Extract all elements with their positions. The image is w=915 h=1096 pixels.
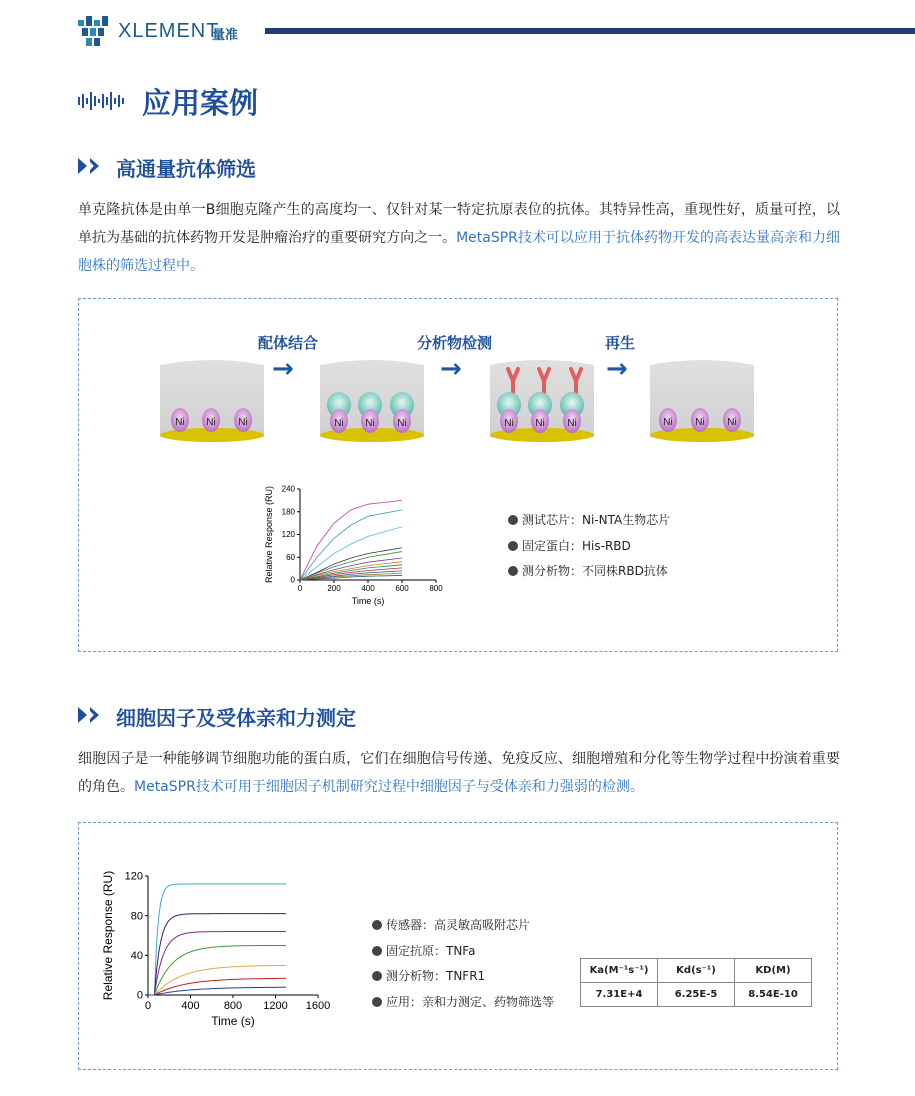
arrow-right-icon: → (606, 354, 628, 384)
bullet-icon (372, 971, 382, 981)
ni-label: Ni (206, 417, 216, 428)
header-rule (265, 28, 915, 34)
ni-label: Ni (334, 418, 344, 429)
y-tick-label: 40 (130, 950, 143, 962)
section2-legend (372, 913, 554, 1015)
logo-icon (78, 16, 108, 46)
kinetics-table (580, 958, 812, 1007)
x-axis-label: Time (s) (211, 1014, 255, 1028)
x-tick-label: 800 (429, 584, 443, 593)
table-header-cell: KD(M) (735, 959, 812, 983)
x-tick-label: 200 (327, 584, 341, 593)
waveform-icon (78, 92, 124, 110)
legend-item: 固定蛋白：His-RBD (508, 534, 670, 560)
well-3 (490, 360, 594, 442)
paragraph-highlight: MetaSPR技术可用于细胞因子机制研究过程中细胞因子与受体亲和力强弱的检测。 (134, 779, 644, 795)
double-chevron-icon (78, 707, 104, 723)
section1-legend (508, 508, 670, 585)
bullet-icon (372, 946, 382, 956)
y-tick-label: 120 (281, 530, 295, 540)
table-row (581, 983, 812, 1007)
logo-text: XLEMENT (118, 20, 220, 42)
ni-label: Ni (535, 418, 545, 429)
ni-label: Ni (175, 417, 185, 428)
bullet-icon (372, 920, 382, 930)
x-tick-label: 400 (181, 1000, 200, 1012)
x-tick-label: 400 (361, 584, 375, 593)
y-tick-label: 0 (290, 575, 295, 585)
ni-label: Ni (397, 418, 407, 429)
y-tick-label: 0 (136, 989, 143, 1002)
bullet-icon (372, 997, 382, 1007)
table-cell: 8.54E-10 (735, 983, 812, 1007)
double-chevron-icon (78, 158, 104, 174)
legend-item: 测分析物：TNFR1 (372, 964, 554, 990)
series-line (300, 510, 402, 580)
legend-item: 测分析物：不同株RBD抗体 (508, 559, 670, 585)
ni-label: Ni (365, 418, 375, 429)
x-axis-label: Time (s) (351, 596, 385, 606)
page-title: 应用案例 (142, 86, 259, 120)
logo-cn-text: 量准 (212, 28, 239, 43)
arrow-right-icon: → (272, 354, 294, 384)
well-2 (320, 360, 424, 442)
bullet-icon (508, 566, 518, 576)
step-label-ligand-binding: 配体结合 (258, 334, 319, 352)
legend-item: 应用：亲和力测定、药物筛选等 (372, 990, 554, 1016)
ni-label: Ni (567, 418, 577, 429)
x-tick-label: 800 (223, 1000, 243, 1012)
arrow-right-icon: → (440, 354, 462, 384)
sensorgram-chart-1 (260, 475, 460, 615)
y-axis-label: Relative Response (RU) (264, 485, 274, 584)
ni-label: Ni (238, 417, 248, 428)
bullet-icon (508, 515, 518, 525)
well-4 (650, 360, 754, 442)
table-cell: 7.31E+4 (581, 983, 658, 1007)
step-label-analyte-detection: 分析物检测 (417, 334, 493, 352)
x-tick-label: 600 (395, 584, 409, 593)
legend-item: 测试芯片：Ni-NTA生物芯片 (508, 508, 670, 534)
y-tick-label: 60 (286, 552, 295, 562)
series-line (148, 932, 286, 995)
paragraph-highlight: MetaSPR技术可以应用于抗体药物开发的高表达量高亲和力细胞株的筛选过程中。 (78, 230, 840, 274)
table-cell: 6.25E-5 (658, 983, 735, 1007)
ni-label: Ni (695, 417, 705, 428)
ni-label: Ni (504, 418, 514, 429)
bullet-icon (508, 541, 518, 551)
ni-label: Ni (663, 417, 673, 428)
x-tick-label: 1600 (305, 1000, 331, 1012)
legend-item: 固定抗原：TNFa (372, 939, 554, 965)
sensorgram-chart-2 (100, 860, 340, 1040)
table-header-cell: Ka(M⁻¹s⁻¹) (581, 959, 658, 983)
y-tick-label: 180 (281, 507, 295, 517)
well-1 (160, 360, 264, 442)
ni-label: Ni (727, 417, 737, 428)
x-tick-label: 0 (297, 584, 303, 593)
y-tick-label: 120 (124, 870, 143, 883)
x-tick-label: 1200 (263, 1000, 288, 1012)
header (0, 0, 915, 60)
x-tick-label: 0 (144, 1000, 152, 1012)
sensor-wells-diagram (150, 355, 770, 450)
paragraph-text: 单克隆抗体是由单一B细胞克隆产生的高度均一、仅针对某一特定抗原表位的抗体。其特异性高，重现性好，质量可控，以单抗为基础的抗体药物开发是肿瘤治疗的重要研究方向之一。 (78, 202, 840, 246)
y-tick-label: 80 (130, 910, 143, 923)
y-axis-label: Relative Response (RU) (101, 870, 115, 1001)
y-tick-label: 240 (281, 484, 295, 494)
section2-paragraph (78, 745, 840, 801)
table-header-cell: Kd(s⁻¹) (658, 959, 735, 983)
section1-paragraph (78, 196, 840, 280)
step-label-regeneration: 再生 (605, 334, 636, 352)
section-title: 细胞因子及受体亲和力测定 (116, 706, 356, 730)
legend-item: 传感器：高灵敏高吸附芯片 (372, 913, 554, 939)
paragraph-text: 细胞因子是一种能够调节细胞功能的蛋白质，它们在细胞信号传递、免疫反应、细胞增殖和分化等生物学过程中扮演着重要的角色。 (78, 751, 840, 795)
section-title: 高通量抗体筛选 (116, 157, 256, 181)
table-header-row (581, 959, 812, 983)
